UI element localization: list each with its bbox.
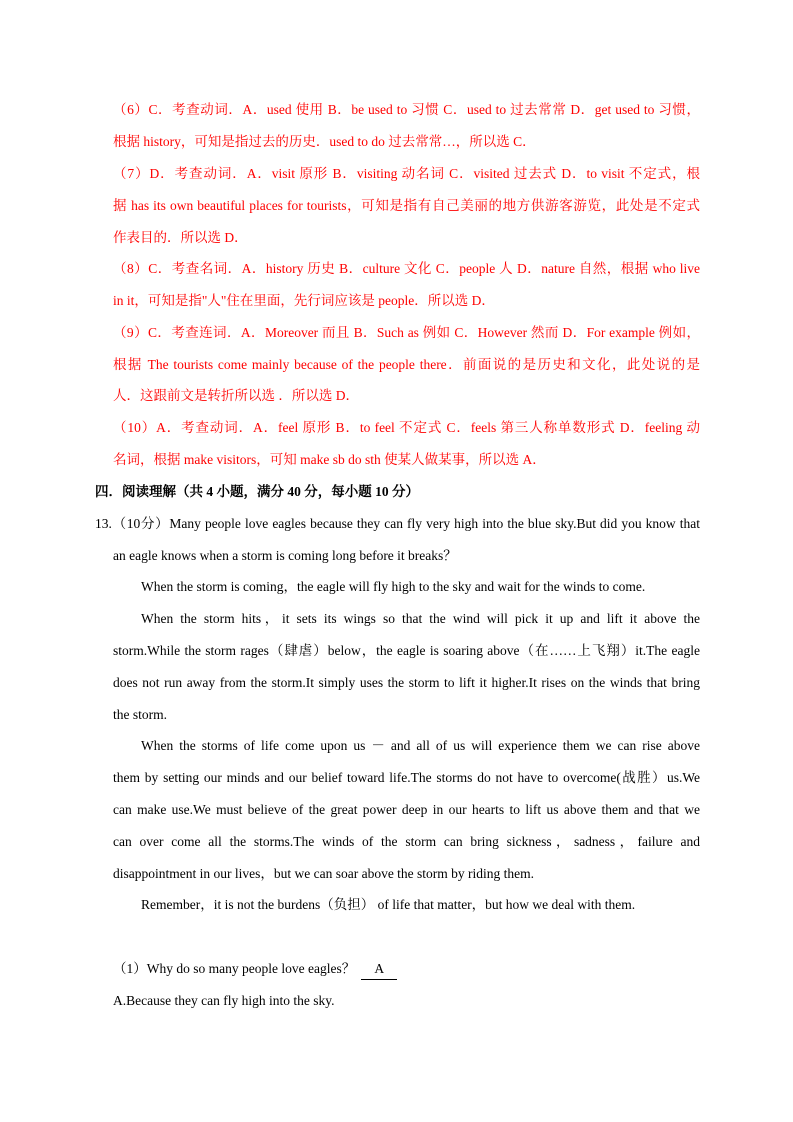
question-1-prompt-row	[113, 959, 397, 980]
question-1-option-a: A.Because they can fly high into the sky.	[113, 993, 335, 1008]
explanation-q7-line-3: 作表目的．所以选 D．	[113, 230, 248, 245]
explanation-q9-line-1: （9）C．考查连词．A．Moreover 而且 B．Such as 例如 C．However 然而 D．For example 例如，	[113, 325, 700, 340]
question-1-answer-blank: A	[361, 959, 397, 980]
explanation-q7-line-1: （7）D．考查动词．A．visit 原形 B．visiting 动名词 C．visited 过去式 D．to visit 不定式，根	[113, 166, 700, 181]
paragraph-4-line-2: them by setting our minds and our belief toward life.The storms do not have to overcome(战胜）us.We	[113, 770, 700, 785]
explanation-q6-line-2: 根据 history，可知是指过去的历史．used to do 过去常常…，所以选 C．	[113, 134, 536, 149]
paragraph-3-line-2: storm.While the storm rages（肆虐）below，the eagle is soaring above（在……上飞翔）it.The eagle	[113, 643, 700, 658]
paragraph-2-line-1: When the storm is coming，the eagle will fly high to the sky and wait for the winds to come.	[141, 579, 646, 594]
paragraph-4-line-5: disappointment in our lives，but we can soar above the storm by riding them.	[113, 866, 535, 881]
paragraph-3-line-3: does not run away from the storm.It simply uses the storm to lift it higher.It rises on the winds that bring	[113, 675, 700, 690]
section-heading: 四．阅读理解（共 4 小题，满分 40 分，每小题 10 分）	[95, 484, 419, 499]
explanation-q7-line-2: 据 has its own beautiful places for tourists，可知是指有自己美丽的地方供游客游览，此处是不定式	[113, 198, 700, 213]
explanation-q9-line-3: 人．这跟前文是转折所以选 ．所以选 D．	[113, 388, 359, 403]
paragraph-4-line-4: can over come all the storms.The winds of the storm can bring sickness，sadness，failure and	[113, 834, 700, 849]
question-1-prompt: （1）Why do so many people love eagles？	[113, 961, 356, 976]
explanation-q8-line-1: （8）C．考查名词．A．history 历史 B．culture 文化 C．people 人 D．nature 自然，根据 who live	[113, 261, 700, 276]
explanation-q10-line-1: （10）A．考查动词．A．feel 原形 B．to feel 不定式 C．feels 第三人称单数形式 D．feeling 动	[113, 420, 700, 435]
paragraph-3-line-4: the storm.	[113, 707, 167, 722]
explanation-q8-line-2: in it，可知是指"人"住在里面，先行词应该是 people．所以选 D．	[113, 293, 495, 308]
question-13-line-2: an eagle knows when a storm is coming long before it breaks？	[113, 548, 457, 563]
paragraph-4-line-3: can make use.We must believe of the great power deep in our hearts to lift us above them and that we	[113, 802, 700, 817]
explanation-q6-line-1: （6）C．考查动词．A．used 使用 B．be used to 习惯 C．used to 过去常常 D．get used to 习惯，	[113, 102, 700, 117]
paragraph-4-line-1: When the storms of life come upon us － and all of us will experience them we can rise above	[141, 738, 700, 753]
paragraph-5-line-1: Remember，it is not the burdens（负担） of life that matter，but how we deal with them.	[141, 897, 636, 912]
explanation-q9-line-2: 根据 The tourists come mainly because of the people there．前面说的是历史和文化，此处说的是	[113, 357, 700, 372]
explanation-q10-line-2: 名词，根据 make visitors，可知 make sb do sth 使某人做某事，所以选 A．	[113, 452, 546, 467]
paragraph-3-line-1: When the storm hits，it sets its wings so that the wind will pick it up and lift it above the	[141, 611, 700, 626]
question-13-line-1: 13.（10分）Many people love eagles because they can fly very high into the blue sky.But did you know that	[95, 516, 700, 531]
